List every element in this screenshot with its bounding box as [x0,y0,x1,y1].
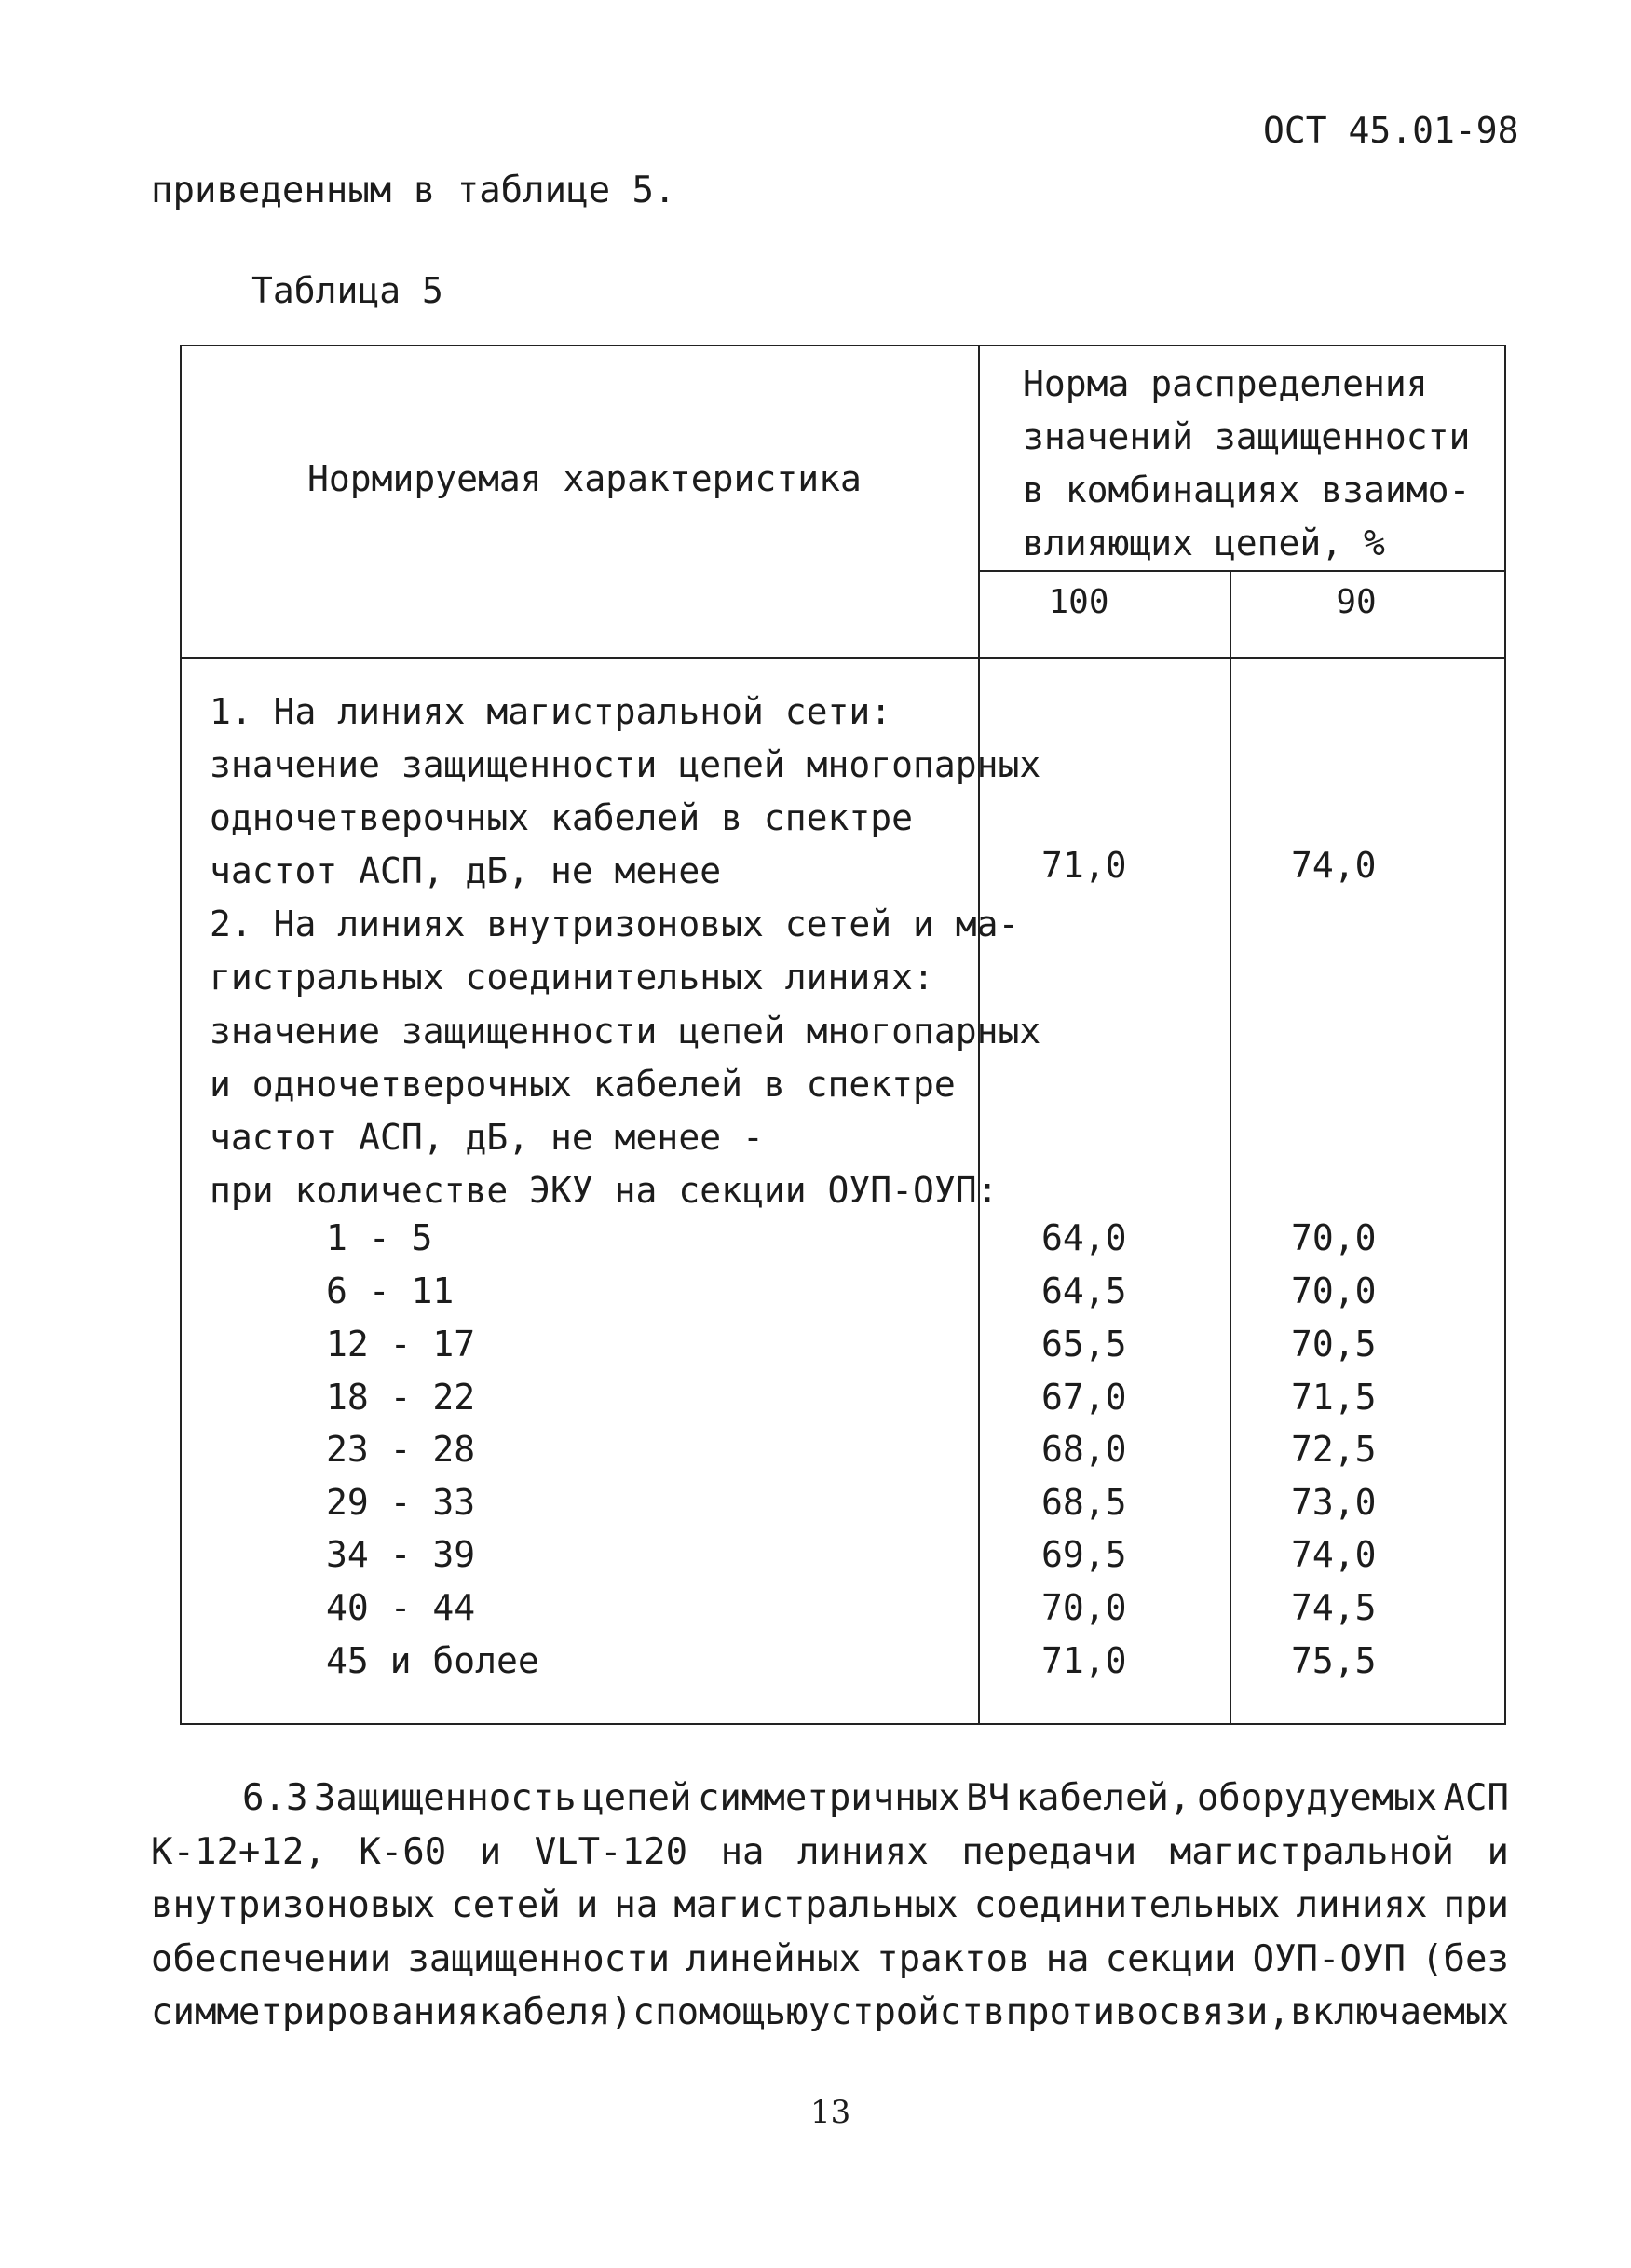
word: симметрирования [151,1991,480,2033]
eku-range: 34 - 39 [326,1534,476,1575]
value-100: 67,0 [1041,1377,1127,1418]
value-100: 65,5 [1041,1324,1127,1365]
word: К-60 [359,1830,447,1873]
word: секции [1105,1937,1237,1980]
header-norm-line: в комбинациях взаимо- [1023,469,1471,510]
value-90: 70,5 [1291,1324,1377,1365]
document-code: ОСТ 45.01-98 [1263,110,1519,151]
value-90: 70,0 [1291,1217,1377,1258]
word: Защищенность [313,1777,577,1819]
value-90: 72,5 [1291,1429,1377,1470]
eku-range: 18 - 22 [326,1377,476,1418]
word: при [1443,1884,1509,1926]
paragraph-line [151,1986,1509,2040]
eku-range: 1 - 5 [326,1217,433,1258]
value-90: 74,5 [1291,1587,1377,1628]
characteristic-text [210,686,1040,1217]
column-header-90: 90 [1336,583,1377,621]
word: на [614,1884,659,1926]
intro-text: приведенным в таблице 5. [151,170,676,211]
word: линиях [1296,1884,1428,1926]
word: ВЧ [966,1777,1011,1819]
section-paragraph [151,1772,1509,2040]
word: ОУП-ОУП [1252,1937,1406,1980]
eku-range: 6 - 11 [326,1270,455,1311]
value-100: 68,5 [1041,1482,1127,1523]
word: кабелей, [1015,1777,1191,1819]
value-90: 73,0 [1291,1482,1377,1523]
value-100: 68,0 [1041,1429,1127,1470]
word: и [479,1830,502,1873]
word: К-12+12, [151,1830,326,1873]
paragraph-line [151,1826,1509,1880]
word: соединительных [973,1884,1281,1926]
eku-range: 12 - 17 [326,1324,476,1365]
word: кабеля) [479,1991,632,2033]
header-norm-line: значений защищенности [1023,416,1471,457]
header-norm [1023,358,1470,570]
eku-range: 45 и более [326,1640,539,1681]
paragraph-line [151,1933,1509,1987]
characteristic-line: 1. На линиях магистральной сети: [210,691,892,732]
value-90: 71,5 [1291,1377,1377,1418]
value-100: 64,5 [1041,1270,1127,1311]
value-100: 70,0 [1041,1587,1127,1628]
header-characteristic: Нормируемая характеристика [307,458,862,499]
header-norm-line: влияющих цепей, % [1023,523,1385,564]
characteristic-line: при количестве ЭКУ на секции ОУП-ОУП: [210,1169,999,1211]
eku-range: 40 - 44 [326,1587,476,1628]
characteristic-line: одночетверочных кабелей в спектре [210,797,913,839]
word: трактов [877,1937,1030,1980]
word: обеспечении [151,1937,392,1980]
value-100: 69,5 [1041,1534,1127,1575]
characteristic-line: и одночетверочных кабелей в спектре [210,1063,956,1105]
word: оборудуемых [1196,1777,1438,1819]
word: линиях [797,1830,929,1873]
header-divider [180,657,1504,659]
column-divider-values [1230,570,1231,1723]
eku-range: 23 - 28 [326,1429,476,1470]
subheader-divider [978,570,1504,572]
header-norm-line: Норма распределения [1023,363,1428,404]
word: сетей [451,1884,561,1926]
word: передачи [961,1830,1137,1873]
value-100: 71,0 [1041,1640,1127,1681]
characteristic-line: гистральных соединительных линиях: [210,957,934,998]
word: на [720,1830,765,1873]
word: включаемых [1290,1991,1509,2033]
paragraph-line [151,1772,1509,1826]
word: с [632,1991,655,2033]
word: цепей [582,1777,692,1819]
value-90: 74,0 [1291,845,1377,886]
word: 6.3 [242,1777,308,1819]
word: VLT-120 [534,1830,688,1873]
word: линейных [686,1937,862,1980]
value-100: 64,0 [1041,1217,1127,1258]
word: защищенности [407,1937,671,1980]
word: симметричных [697,1777,960,1819]
value-100: 71,0 [1041,845,1127,886]
characteristic-line: значение защищенности цепей многопарных [210,744,1041,786]
paragraph-line [151,1879,1509,1933]
word: АСП [1443,1777,1509,1819]
characteristic-line: частот АСП, дБ, не менее - [210,1116,764,1158]
word: магистральных [673,1884,958,1926]
characteristic-line: частот АСП, дБ, не менее [210,850,722,892]
eku-range: 29 - 33 [326,1482,476,1523]
word: внутризоновых [151,1884,436,1926]
word: (без [1421,1937,1509,1980]
word: и [576,1884,599,1926]
characteristic-line: значение защищенности цепей многопарных [210,1010,1041,1052]
word: помощью [655,1991,809,2033]
word: магистральной [1169,1830,1454,1873]
value-90: 70,0 [1291,1270,1377,1311]
characteristic-line: 2. На линиях внутризоновых сетей и ма- [210,903,1020,945]
page-number: 13 [810,2094,851,2131]
word: и [1487,1830,1509,1873]
word: на [1045,1937,1090,1980]
word: противосвязи, [1005,1991,1290,2033]
value-90: 75,5 [1291,1640,1377,1681]
column-header-100: 100 [1048,583,1109,621]
table-label: Таблица 5 [251,270,443,311]
value-90: 74,0 [1291,1534,1377,1575]
word: устройств [808,1991,1006,2033]
